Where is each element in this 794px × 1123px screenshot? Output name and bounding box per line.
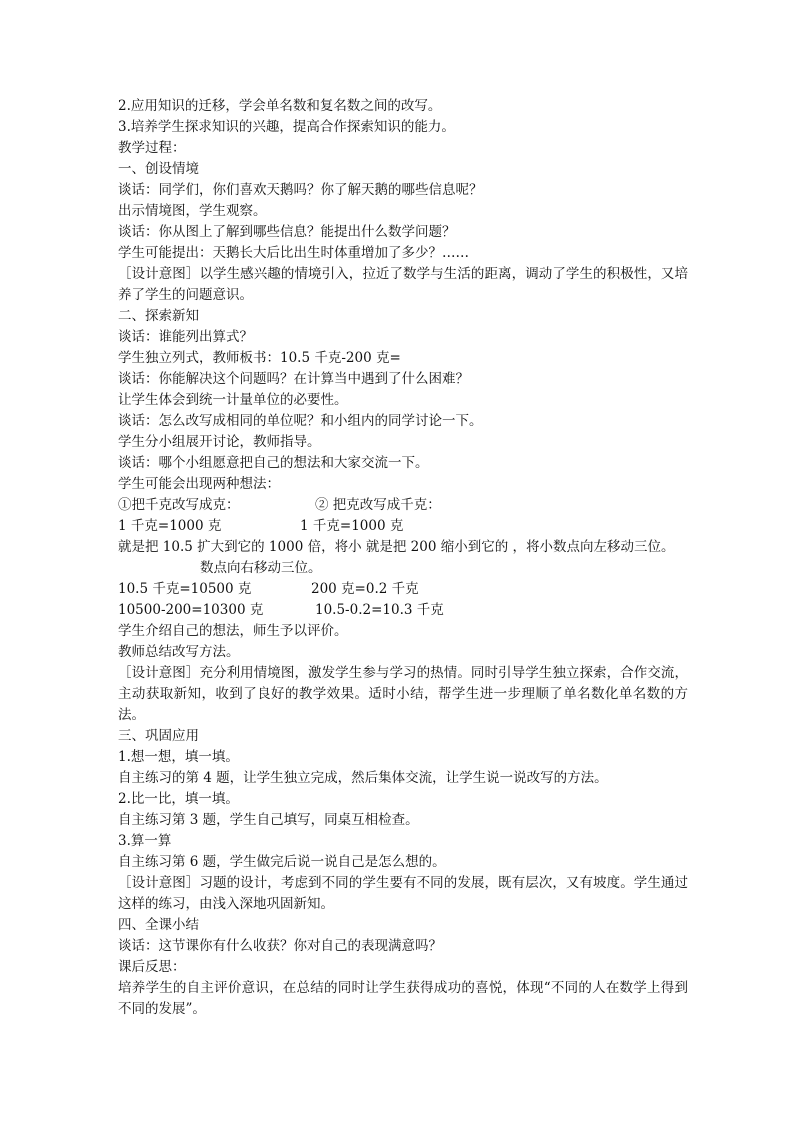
method-2-convert: 200 克=0.2 千克 [311,581,419,597]
paragraph-line: 学生介绍自己的想法，师生予以评价。 [118,623,348,639]
exercise-2-title: 2.比一比，填一填。 [118,791,239,807]
paragraph-line: 谈话：怎么改写成相同的单位呢？和小组内的同学讨论一下。 [118,413,483,429]
paragraph-line: 自主练习第 6 题，学生做完后说一说自己是怎么想的。 [118,854,446,870]
paragraph-line: 让学生体会到统一计量单位的必要性。 [118,392,348,408]
paragraph-line: 谈话：同学们，你们喜欢天鹅吗？你了解天鹅的哪些信息呢？ [118,182,483,198]
exercise-1-title: 1.想一想，填一填。 [118,749,239,765]
section-heading-1: 一、创设情境 [118,161,199,177]
method-1-convert: 10.5 千克=10500 克 [118,581,252,597]
section-heading-2: 二、探索新知 [118,308,199,324]
paragraph-line: 学生分小组展开讨论，教师指导。 [118,434,321,450]
section-heading-3: 三、巩固应用 [118,728,199,744]
method-1-equation: 1 千克=1000 克 [118,518,222,534]
paragraph-line: 学生可能提出：天鹅长大后比出生时体重增加了多少？…… [118,245,469,261]
reflection-heading: 课后反思： [118,959,186,975]
paragraph-line: 谈话：你从图上了解到哪些信息？能提出什么数学问题？ [118,224,456,240]
paragraph-line: 教师总结改写方法。 [118,644,240,660]
paragraph-line: 学生可能会出现两种想法： [118,476,280,492]
paragraph-line: 谈话：哪个小组愿意把自己的想法和大家交流一下。 [118,455,429,471]
design-intent-1: ［设计意图］以学生感兴趣的情境引入，拉近了数学与生活的距离，调动了学生的积极性，又培养了学生的问题意识。 [118,266,688,303]
methods-row [118,495,688,516]
paragraph-line: 自主练习第 3 题，学生自己填写，同桌互相检查。 [118,812,419,828]
design-intent-3: ［设计意图］习题的设计，考虑到不同的学生要有不同的发展，既有层次，又有坡度。学生通过这样的练习，由浅入深地巩固新知。 [118,875,688,912]
section-heading-process: 教学过程： [118,140,186,156]
objective-3: 3.培养学生探求知识的兴趣，提高合作探索知识的能力。 [118,119,455,135]
objective-2: 2.应用知识的迁移，学会单名数和复名数之间的改写。 [118,98,442,114]
methods-row [118,516,688,537]
paragraph-line: 学生独立列式，教师板书：10.5 千克-200 克= [118,350,401,366]
method-1-heading: ①把千克改写成克： [118,497,240,513]
method-2-heading: ② 把克改写成千克： [315,497,441,513]
paragraph-line: 谈话：这节课你有什么收获？你对自己的表现满意吗？ [118,938,442,954]
reflection-text: 培养学生的自主评价意识，在总结的同时让学生获得成功的喜悦，体现“不同的人在数学上得到不同的发展”。 [118,980,688,1017]
paragraph-line: 出示情境图，学生观察。 [118,203,267,219]
design-intent-2: ［设计意图］充分利用情境图，激发学生参与学习的热情。同时引导学生独立探索，合作交流，主动获取新知，收到了良好的教学效果。适时小结，帮学生进一步理顺了单名数化单名数的方法。 [118,665,688,723]
methods-row [118,579,688,600]
document-page [118,96,688,1020]
paragraph-line: 谈话：你能解决这个问题吗？在计算当中遇到了什么困难？ [118,371,469,387]
methods-row [118,600,688,621]
exercise-3-title: 3.算一算 [118,833,172,849]
paragraph-line: 谈话：谁能列出算式？ [118,329,253,345]
section-heading-4: 四、全课小结 [118,917,199,933]
method-1-calc: 10500-200=10300 克 [118,602,264,618]
paragraph-line: 自主练习的第 4 题，让学生独立完成，然后集体交流，让学生说一说改写的方法。 [118,770,608,786]
methods-explanation-cont: 数点向右移动三位。 [200,560,322,576]
method-2-calc: 10.5-0.2=10.3 千克 [315,602,444,618]
methods-explanation: 就是把 10.5 扩大到它的 1000 倍，将小 就是把 200 缩小到它的 ，将小数点向左移动三位。 [118,539,675,555]
method-2-equation: 1 千克=1000 克 [300,518,404,534]
